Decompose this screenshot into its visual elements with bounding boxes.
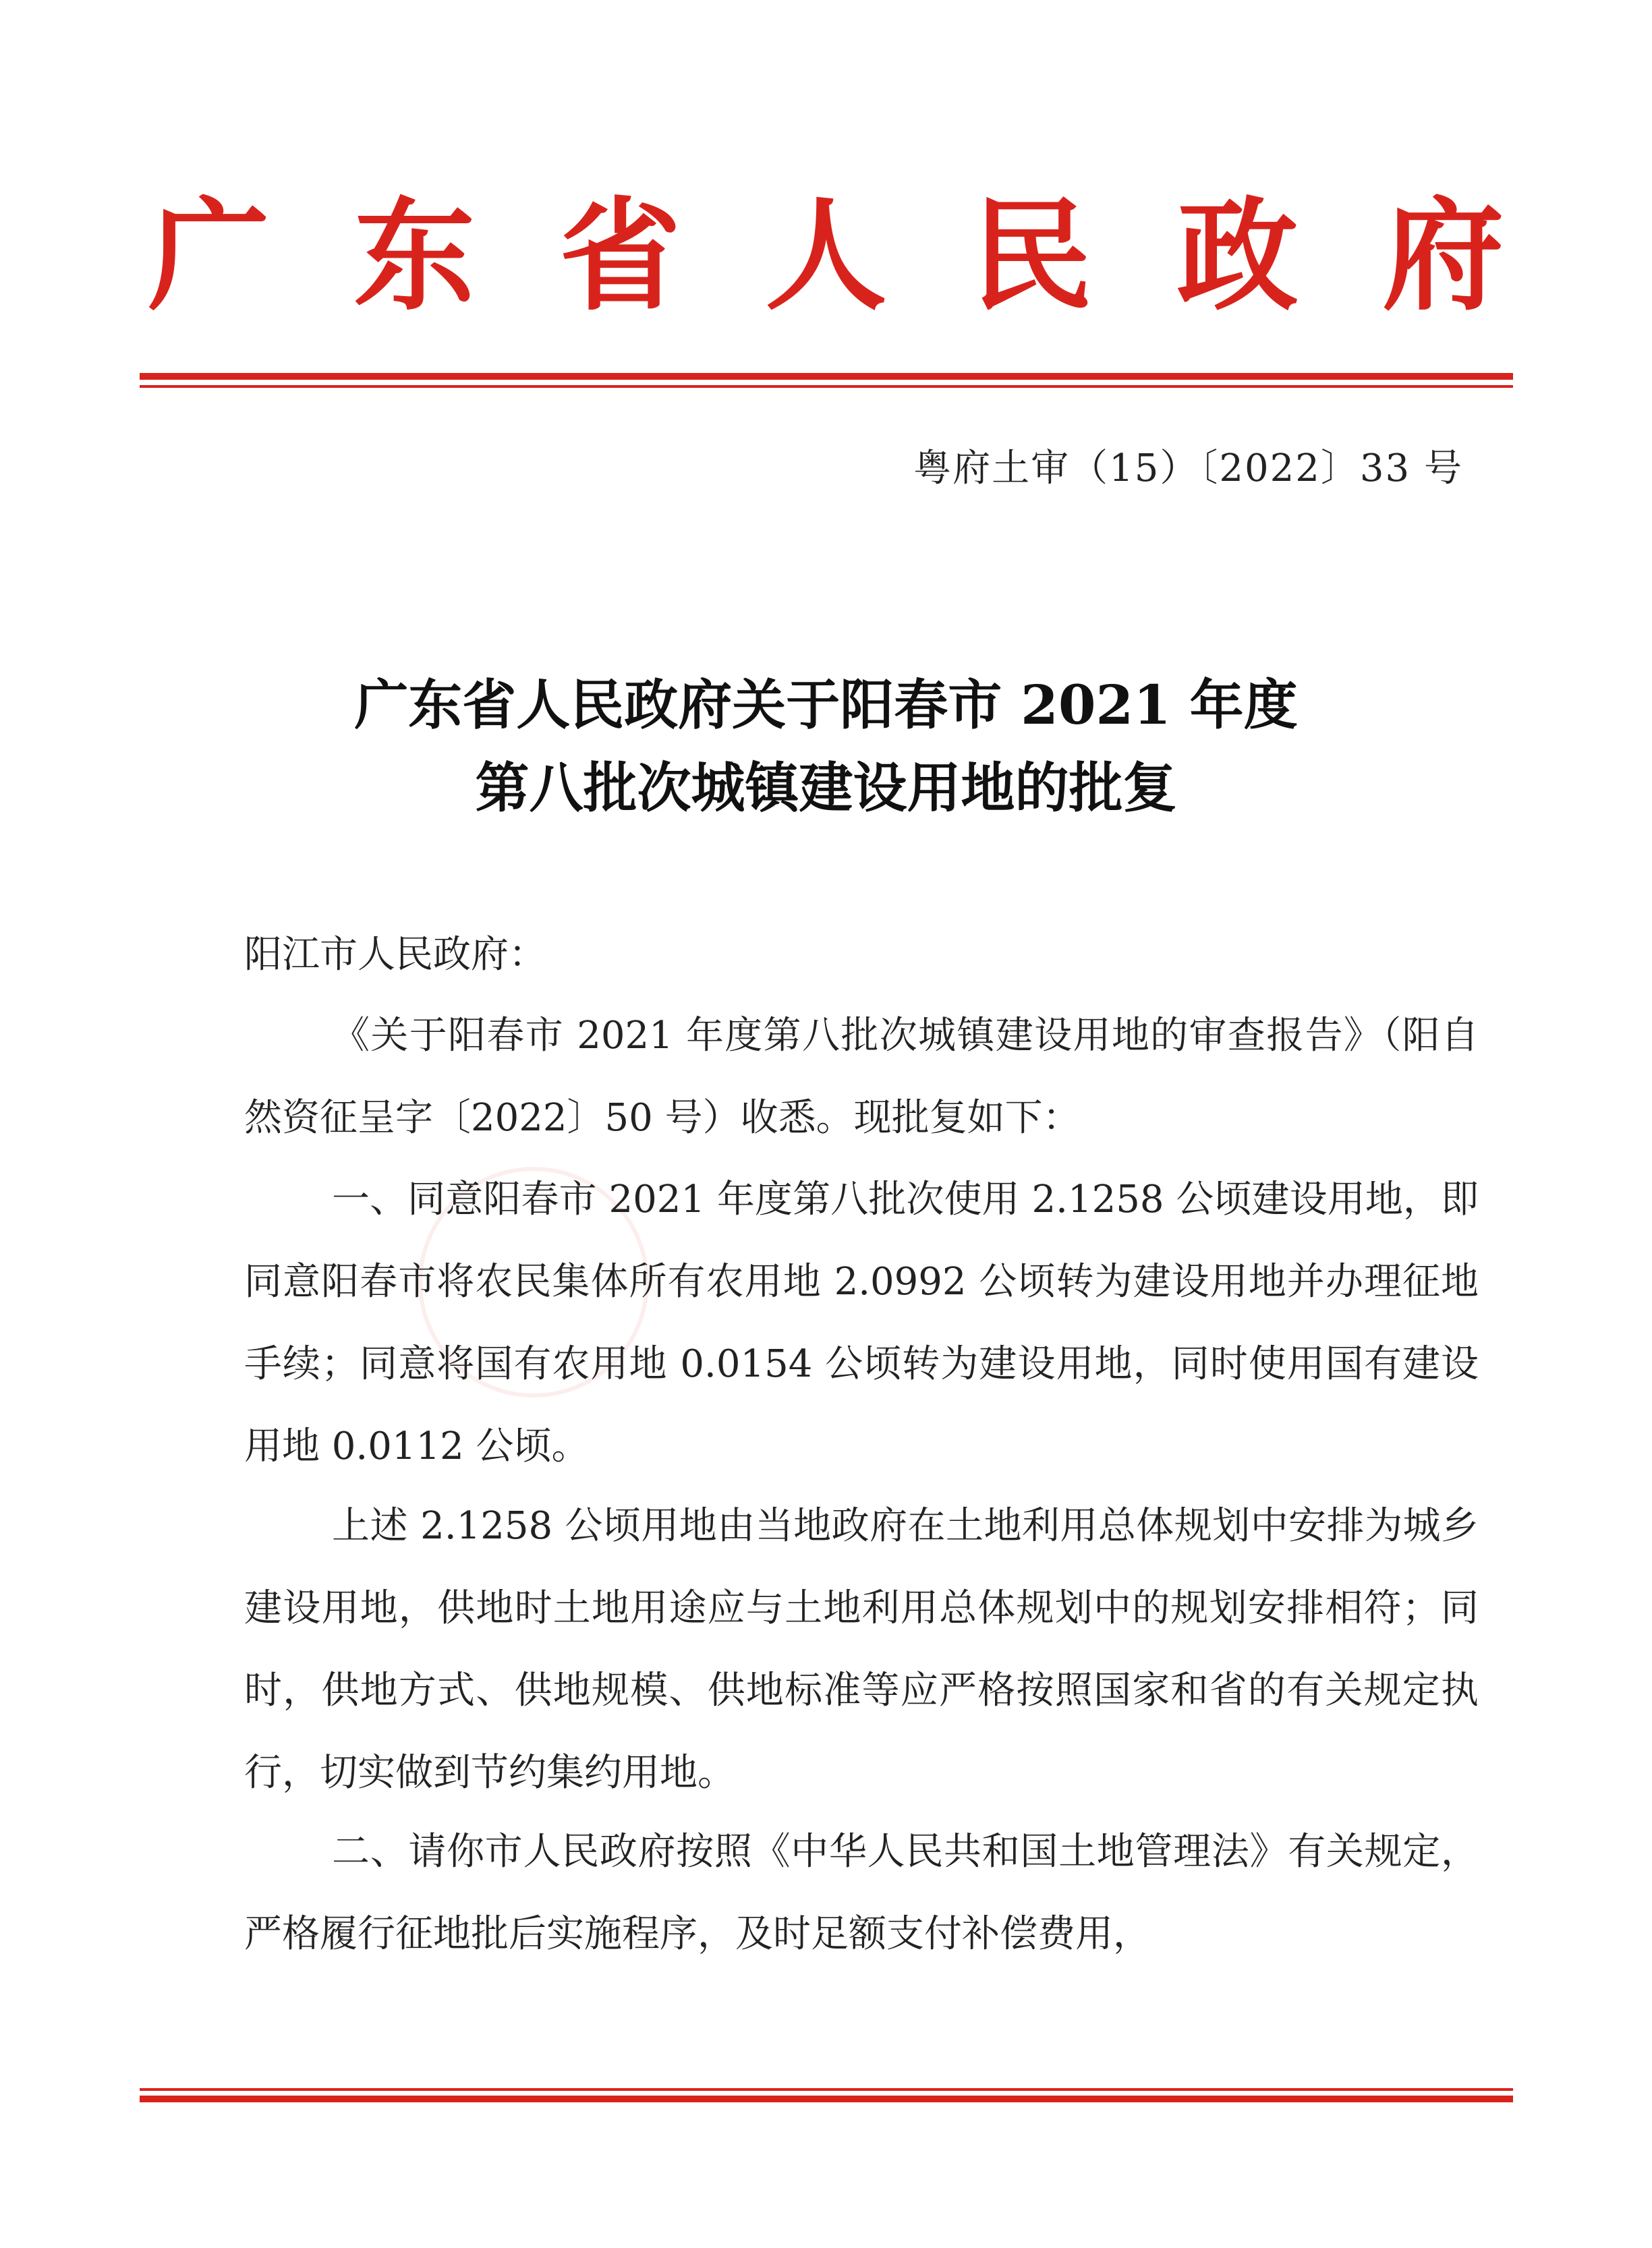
header-divider-thin [140,385,1513,388]
footer-divider-thick [140,2096,1513,2102]
header-divider-thick [140,373,1513,380]
paragraph-approval-1: 一、同意阳春市 2021 年度第八批次使用 2.1258 公顷建设用地，即同意阳春市将农民集体所有农用地 2.0992 公顷转为建设用地并办理征地手续；同意将国有农用地 0.0154 公顷转为建设用地，同时使用国有建设用地 0.0112 公顷。 [244,1178,1479,1468]
addressee: 阳江市人民政府： [244,933,546,977]
paragraph-land-use: 上述 2.1258 公顷用地由当地政府在土地利用总体规划中安排为城乡建设用地，供地时土地用途应与土地利用总体规划中的规划安排相符；同时，供地方式、供地规模、供地标准等应严格按照国家和省的有关规定执行，切实做到节约集约用地。 [244,1504,1479,1795]
document-title-line-2: 第八批次城镇建设用地的批复 [475,756,1177,819]
paragraph-reference: 《关于阳春市 2021 年度第八批次城镇建设用地的审查报告》（阳自然资征呈字〔2022〕50 号）收悉。现批复如下： [244,1014,1479,1140]
masthead-title: 广东省人民政府 [148,185,1589,327]
paragraph-approval-2: 二、请你市人民政府按照《中华人民共和国土地管理法》有关规定，严格履行征地批后实施程序，及时足额支付补偿费用， [244,1830,1479,1956]
document-title-line-1: 广东省人民政府关于阳春市 2021 年度 [354,673,1298,737]
footer-divider-thin [140,2088,1513,2091]
document-number: 粤府土审（15）〔2022〕33 号 [913,446,1463,490]
